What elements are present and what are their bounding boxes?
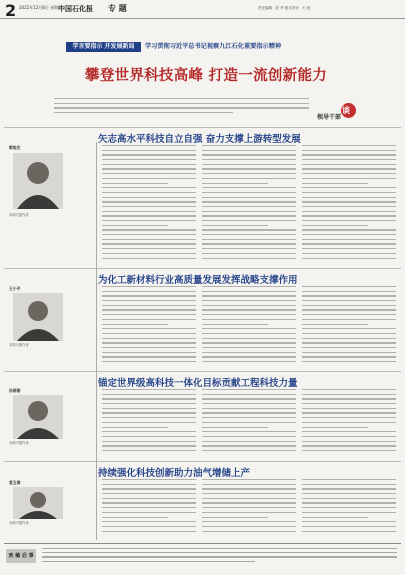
text-line: [302, 422, 396, 423]
text-line: [302, 394, 396, 395]
text-line: [302, 333, 396, 334]
text-line: [102, 192, 196, 193]
article-body: [202, 286, 296, 366]
text-line: [202, 412, 296, 413]
text-line: [202, 253, 296, 254]
text-line: [302, 512, 396, 513]
text-line: [202, 512, 296, 513]
text-line: [302, 197, 396, 198]
article-body: [102, 389, 196, 457]
text-line: [202, 521, 296, 522]
section-title: 持续强化科技创新助力油气增储上产: [98, 468, 251, 479]
text-line: [202, 309, 296, 310]
text-line: [102, 258, 196, 259]
text-line: [302, 220, 396, 221]
text-line: [102, 239, 196, 240]
logo-char: 谈: [342, 105, 350, 115]
logo-text: 领导干部: [317, 114, 342, 121]
text-line: [302, 403, 396, 404]
column-divider: [96, 142, 97, 540]
text-line: [102, 183, 168, 184]
text-line: [202, 450, 296, 451]
text-line: [102, 408, 196, 409]
text-line: [302, 352, 396, 353]
text-line: [102, 291, 196, 292]
text-line: [202, 159, 296, 160]
banner-label: 学言要指示 开发展新局: [66, 42, 141, 52]
text-line: [102, 361, 196, 362]
text-line: [202, 145, 296, 146]
text-line: [202, 431, 296, 432]
text-line: [102, 215, 196, 216]
text-line: [202, 211, 296, 212]
author-name: 郭旭光: [9, 145, 21, 150]
text-line: [102, 417, 196, 418]
text-line: [202, 243, 296, 244]
text-line: [102, 286, 196, 287]
text-line: [302, 314, 396, 315]
text-line: [202, 389, 296, 390]
text-line: [202, 150, 296, 151]
article-body: [202, 479, 296, 539]
text-line: [102, 498, 196, 499]
text-line: [202, 324, 268, 325]
text-line: [102, 243, 196, 244]
text-line: [102, 206, 196, 207]
text-line: [302, 305, 396, 306]
text-line: [302, 229, 396, 230]
text-line: [302, 187, 396, 188]
text-line: [102, 507, 196, 508]
text-line: [302, 436, 396, 437]
text-line: [102, 253, 196, 254]
text-line: [202, 328, 296, 329]
text-line: [102, 154, 196, 155]
page-header: [0, 0, 405, 19]
text-line: [302, 441, 396, 442]
text-line: [102, 342, 196, 343]
text-line: [302, 502, 396, 503]
text-line: [302, 253, 396, 254]
divider: [4, 268, 401, 269]
text-line: [102, 248, 196, 249]
text-line: [202, 422, 296, 423]
text-line: [102, 445, 196, 446]
text-line: [102, 319, 196, 320]
text-line: [202, 291, 296, 292]
text-line: [102, 347, 196, 348]
text-line: [102, 394, 196, 395]
text-line: [102, 178, 196, 179]
text-line: [102, 201, 196, 202]
text-line: [202, 314, 296, 315]
text-line: [102, 225, 168, 226]
text-line: [302, 531, 396, 532]
text-line: [202, 300, 296, 301]
text-line: [202, 394, 296, 395]
footer-text: [42, 548, 397, 565]
author-name: 袁玉春: [9, 480, 21, 485]
text-line: [202, 408, 296, 409]
text-line: [302, 526, 396, 527]
intro-paragraph: [54, 98, 309, 117]
section-title: 锚定世界级高科技一体化目标贡献工程科技力量: [98, 378, 298, 389]
text-line: [102, 197, 196, 198]
text-line: [102, 436, 196, 437]
text-line: [102, 309, 196, 310]
text-line: [102, 352, 196, 353]
photo-caption: 本期专题作者: [9, 521, 29, 525]
text-line: [302, 507, 396, 508]
footer-notice: [4, 543, 401, 574]
divider: [4, 127, 401, 128]
text-line: [302, 286, 396, 287]
text-line: [202, 479, 296, 480]
column-logo: [317, 103, 357, 125]
text-line: [302, 342, 396, 343]
text-line: [202, 427, 268, 428]
text-line: [202, 197, 296, 198]
text-line: [102, 314, 196, 315]
photo-caption: 本期专题作者: [9, 213, 29, 217]
text-line: [102, 187, 196, 188]
text-line: [102, 164, 196, 165]
text-line: [202, 183, 268, 184]
text-line: [302, 412, 396, 413]
text-line: [302, 484, 396, 485]
paper-name: 中国石化报: [58, 4, 93, 13]
text-line: [302, 417, 396, 418]
issue-date: 2022年12月8日 星期四: [19, 5, 63, 10]
text-line: [302, 173, 396, 174]
text-line: [102, 450, 196, 451]
text-line: [202, 398, 296, 399]
text-line: [102, 389, 196, 390]
text-line: [102, 234, 196, 235]
text-line: [302, 324, 368, 325]
text-line: [302, 183, 368, 184]
text-line: [102, 328, 196, 329]
text-line: [302, 488, 396, 489]
text-line: [302, 389, 396, 390]
text-line: [202, 347, 296, 348]
text-line: [102, 211, 196, 212]
text-line: [202, 215, 296, 216]
text-line: [102, 220, 196, 221]
text-line: [202, 206, 296, 207]
text-line: [202, 187, 296, 188]
text-line: [302, 408, 396, 409]
text-line: [302, 258, 396, 259]
text-line: [202, 445, 296, 446]
text-line: [302, 450, 396, 451]
text-line: [102, 229, 196, 230]
page-number: 2: [5, 1, 17, 20]
text-line: [202, 295, 296, 296]
text-line: [102, 159, 196, 160]
text-line: [202, 441, 296, 442]
divider: [4, 461, 401, 462]
text-line: [202, 352, 296, 353]
text-line: [302, 234, 396, 235]
text-line: [202, 258, 296, 259]
text-line: [202, 168, 296, 169]
text-line: [302, 521, 396, 522]
article-body: [202, 145, 296, 265]
text-line: [102, 398, 196, 399]
text-line: [202, 333, 296, 334]
text-line: [302, 150, 396, 151]
article-body: [302, 389, 396, 457]
text-line: [202, 248, 296, 249]
text-line: [202, 356, 296, 357]
text-line: [202, 417, 296, 418]
text-line: [102, 479, 196, 480]
author-photo: [13, 395, 63, 439]
text-line: [202, 526, 296, 527]
text-line: [302, 347, 396, 348]
text-line: [102, 173, 196, 174]
text-line: [102, 441, 196, 442]
text-line: [102, 526, 196, 527]
text-line: [302, 300, 396, 301]
text-line: [102, 502, 196, 503]
text-line: [202, 234, 296, 235]
text-line: [102, 168, 196, 169]
article-body: [102, 479, 196, 539]
text-line: [102, 521, 196, 522]
text-line: [202, 154, 296, 155]
article-body: [202, 389, 296, 457]
text-line: [202, 220, 296, 221]
banner-text: 学习贯彻习近平总书记视察九江石化重要指示精神: [145, 43, 282, 50]
main-headline: 攀登世界科技高峰 打造一流创新能力: [84, 68, 328, 84]
text-line: [302, 159, 396, 160]
text-line: [102, 531, 196, 532]
text-line: [302, 319, 396, 320]
text-line: [102, 150, 196, 151]
text-line: [302, 215, 396, 216]
text-line: [102, 488, 196, 489]
divider: [4, 371, 401, 372]
author-name: 孙丽丽: [9, 388, 21, 393]
text-line: [202, 229, 296, 230]
article-body: [102, 286, 196, 366]
text-line: [202, 201, 296, 202]
text-line: [302, 201, 396, 202]
text-line: [302, 154, 396, 155]
text-line: [102, 517, 168, 518]
text-line: [102, 338, 196, 339]
text-line: [202, 225, 268, 226]
photo-caption: 本期专题作者: [9, 343, 29, 347]
text-line: [202, 305, 296, 306]
text-line: [202, 484, 296, 485]
text-line: [202, 488, 296, 489]
text-line: [302, 248, 396, 249]
text-line: [302, 164, 396, 165]
text-line: [102, 403, 196, 404]
text-line: [302, 243, 396, 244]
text-line: [102, 300, 196, 301]
text-line: [302, 361, 396, 362]
article-body: [302, 145, 396, 265]
text-line: [302, 328, 396, 329]
text-line: [202, 192, 296, 193]
article-body: [302, 479, 396, 539]
text-line: [202, 403, 296, 404]
text-line: [102, 333, 196, 334]
text-line: [302, 295, 396, 296]
text-line: [202, 164, 296, 165]
text-line: [202, 531, 296, 532]
text-line: [102, 145, 196, 146]
text-line: [302, 431, 396, 432]
text-line: [202, 239, 296, 240]
text-line: [102, 512, 196, 513]
section-title: 为化工新材料行业高质量发展发挥战略支撑作用: [98, 275, 298, 286]
text-line: [302, 168, 396, 169]
text-line: [202, 436, 296, 437]
text-line: [302, 309, 396, 310]
text-line: [102, 295, 196, 296]
text-line: [102, 324, 168, 325]
text-line: [302, 493, 396, 494]
text-line: [302, 338, 396, 339]
text-line: [202, 361, 296, 362]
text-line: [202, 338, 296, 339]
text-line: [302, 356, 396, 357]
text-line: [102, 427, 168, 428]
text-line: [302, 239, 396, 240]
author-name: 王小平: [9, 286, 21, 291]
text-line: [202, 342, 296, 343]
text-line: [202, 507, 296, 508]
text-line: [202, 517, 268, 518]
article-body: [102, 145, 196, 265]
text-line: [202, 498, 296, 499]
text-line: [102, 431, 196, 432]
text-line: [302, 291, 396, 292]
text-line: [302, 211, 396, 212]
text-line: [102, 356, 196, 357]
text-line: [202, 502, 296, 503]
text-line: [102, 493, 196, 494]
text-line: [302, 517, 368, 518]
text-line: [302, 225, 368, 226]
text-line: [102, 422, 196, 423]
author-photo: [13, 153, 63, 209]
text-line: [102, 484, 196, 485]
text-line: [302, 145, 396, 146]
text-line: [202, 178, 296, 179]
text-line: [302, 427, 368, 428]
section-name: 专 题: [108, 4, 127, 13]
text-line: [102, 305, 196, 306]
text-line: [302, 498, 396, 499]
text-line: [302, 192, 396, 193]
text-line: [202, 319, 296, 320]
footer-label: 欢 稿 启 事: [6, 549, 36, 563]
text-line: [302, 206, 396, 207]
text-line: [202, 173, 296, 174]
article-body: [302, 286, 396, 366]
section-title: 矢志高水平科技自立自强 奋力支撑上游转型发展: [98, 134, 301, 145]
text-line: [302, 445, 396, 446]
text-line: [302, 398, 396, 399]
text-line: [302, 479, 396, 480]
text-line: [102, 412, 196, 413]
author-photo: [13, 487, 63, 519]
text-line: [202, 286, 296, 287]
photo-caption: 本期专题作者: [9, 441, 29, 445]
editors-credit: 责任编辑：赵 华 版式设计：石 欣: [258, 6, 311, 10]
text-line: [202, 493, 296, 494]
text-line: [302, 178, 396, 179]
author-photo: [13, 293, 63, 341]
